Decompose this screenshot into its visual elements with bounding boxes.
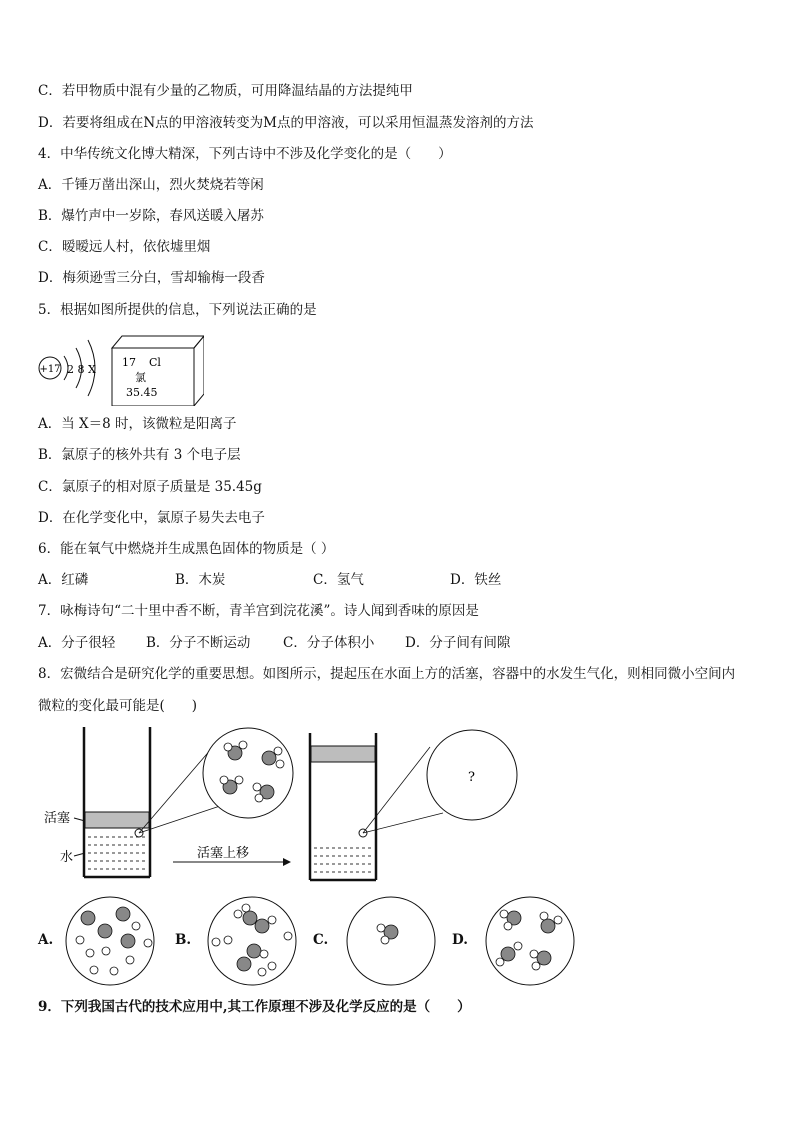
q4-option-a: A．千锤万凿出深山，烈火焚烧若等闲 [38, 177, 264, 193]
q7-option-c: C．分子体积小 [283, 635, 375, 651]
left-water [88, 837, 146, 869]
q9-stem: 9．下列我国古代的技术应用中,其工作原理不涉及化学反应的是（ ） [38, 999, 471, 1015]
element-mass: 35.45 [126, 386, 158, 399]
nucleus-charge: +17 [39, 364, 61, 375]
q5-option-c: C．氯原子的相对原子质量是 35.45g [38, 479, 262, 495]
element-atomic-number: 17 [122, 356, 136, 369]
q8-option-d-label: D. [452, 932, 468, 948]
element-cube-top [112, 336, 204, 348]
q7-option-d: D．分子间有间隙 [405, 635, 511, 651]
q6-option-c: C．氢气 [313, 572, 364, 588]
q5-option-b: B．氯原子的核外共有 3 个电子层 [38, 447, 241, 463]
q8-option-c-figure [341, 896, 441, 986]
unknown-mark: ? [468, 770, 475, 785]
q3-option-d: D．若要将组成在N点的甲溶液转变为M点的甲溶液，可以采用恒温蒸发溶剂的方法 [38, 115, 534, 131]
piston-experiment-figure [38, 725, 538, 885]
q6-option-d: D．铁丝 [450, 572, 502, 588]
element-cube-side [194, 336, 204, 406]
left-zoom-circle [203, 728, 293, 818]
q3-option-c: C．若甲物质中混有少量的乙物质，可用降温结晶的方法提纯甲 [38, 83, 413, 99]
q6-option-b: B．木炭 [175, 572, 226, 588]
q7-option-a: A．分子很轻 [38, 635, 116, 651]
q7-stem: 7．咏梅诗句“二十里中香不断，青羊宫到浣花溪”。诗人闻到香味的原因是 [38, 603, 479, 619]
right-water [314, 848, 372, 872]
q8-stem-line2: 微粒的变化最可能是( ) [38, 698, 198, 714]
piston-label: 活塞 [44, 811, 71, 826]
q8-option-b-label: B. [175, 932, 192, 948]
q7-option-b: B．分子不断运动 [146, 635, 251, 651]
element-name: 氯 [135, 371, 146, 384]
q5-option-d: D．在化学变化中，氯原子易失去电子 [38, 510, 265, 526]
right-piston [311, 746, 375, 762]
chlorine-atom-figure [34, 326, 204, 406]
water-label: 水 [60, 850, 74, 865]
q5-stem: 5．根据如图所提供的信息，下列说法正确的是 [38, 302, 317, 318]
arrow-label: 活塞上移 [197, 846, 250, 861]
left-piston [85, 812, 149, 828]
q4-stem: 4．中华传统文化博大精深，下列古诗中不涉及化学变化的是（ ） [38, 146, 452, 162]
q6-stem: 6．能在氧气中燃烧并生成黑色固体的物质是（ ） [38, 541, 335, 557]
shell-electrons: 2 8 X [67, 363, 96, 376]
q8-option-d-figure [480, 896, 580, 986]
element-symbol: Cl [149, 356, 161, 369]
q8-option-b-figure [202, 896, 302, 986]
q8-option-a-figure [60, 896, 160, 986]
q4-option-b: B．爆竹声中一岁除，春风送暖入屠苏 [38, 208, 264, 224]
q6-option-a: A．红磷 [38, 572, 89, 588]
q4-option-c: C．暧暧远人村，依依墟里烟 [38, 239, 211, 255]
q8-stem-line1: 8．宏微结合是研究化学的重要思想。如图所示，提起压在水面上方的活塞，容器中的水发生气化，则相同微小空间内 [38, 666, 736, 682]
q4-option-d: D．梅须逊雪三分白，雪却输梅一段香 [38, 270, 265, 286]
q5-option-a: A．当 X＝8 时，该微粒是阳离子 [38, 416, 237, 432]
q8-option-c-label: C. [313, 932, 329, 948]
q8-option-a-label: A. [38, 932, 54, 948]
